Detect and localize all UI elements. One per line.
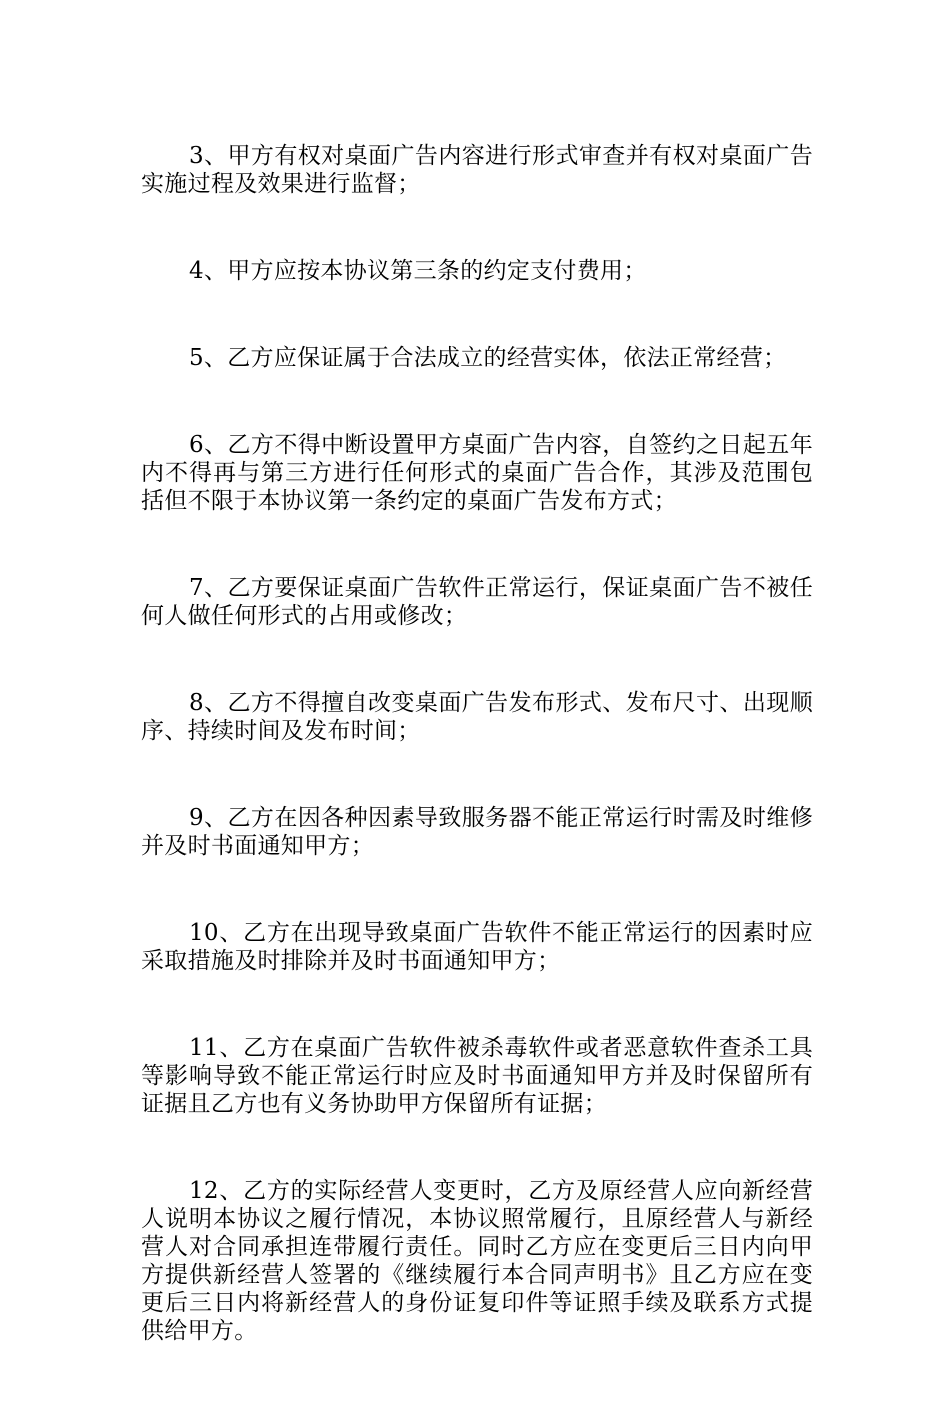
clause-4: 4、甲方应按本协议第三条的约定支付费用； — [189, 258, 647, 284]
clause-12: 12、乙方的实际经营人变更时，乙方及原经营人应向新经营人说明本协议之履行情况，本协议照常履行，且原经营人与新经营人对合同承担连带履行责任。同时乙方应在变更后三日内向甲方提供新经营人签署的《继续履行本合同声明书》且乙方应在变更后三日内将新经营人的身份证复印件等证照手续及联系方式提供给甲方。 — [141, 1178, 813, 1344]
clause-9: 9、乙方在因各种因素导致服务器不能正常运行时需及时维修并及时书面通知甲方； — [141, 805, 813, 859]
clause-11: 11、乙方在桌面广告软件被杀毒软件或者恶意软件查杀工具等影响导致不能正常运行时应及时书面通知甲方并及时保留所有证据且乙方也有义务协助甲方保留所有证据； — [141, 1035, 813, 1117]
clause-6: 6、乙方不得中断设置甲方桌面广告内容，自签约之日起五年内不得再与第三方进行任何形式的桌面广告合作，其涉及范围包括但不限于本协议第一条约定的桌面广告发布方式； — [141, 432, 813, 514]
clause-8: 8、乙方不得擅自改变桌面广告发布形式、发布尺寸、出现顺序、持续时间及发布时间； — [141, 690, 813, 744]
contract-clauses — [141, 142, 813, 1404]
clause-7: 7、乙方要保证桌面广告软件正常运行，保证桌面广告不被任何人做任何形式的占用或修改； — [141, 575, 813, 629]
clause-5: 5、乙方应保证属于合法成立的经营实体，依法正常经营； — [189, 345, 787, 371]
clause-10: 10、乙方在出现导致桌面广告软件不能正常运行的因素时应采取措施及时排除并及时书面通知甲方； — [141, 920, 813, 974]
clause-3: 3、甲方有权对桌面广告内容进行形式审查并有权对桌面广告实施过程及效果进行监督； — [141, 143, 813, 197]
